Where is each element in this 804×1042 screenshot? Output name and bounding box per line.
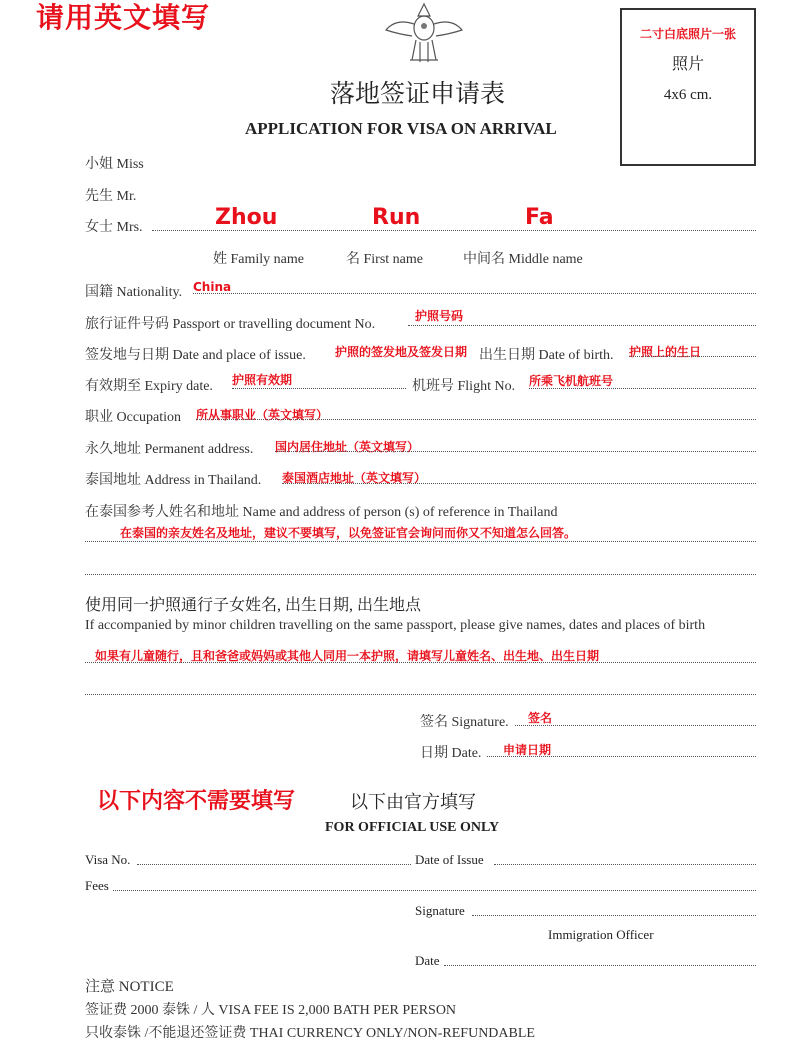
- passport-value[interactable]: 护照号码: [415, 309, 464, 323]
- official-signature-label: Signature: [415, 903, 465, 918]
- official-title-cn: 以下由官方填写: [350, 792, 476, 812]
- fill-in-english-banner: 请用英文填写: [36, 1, 211, 34]
- garuda-emblem-icon: [382, 0, 466, 66]
- official-date-label: Date: [415, 953, 440, 968]
- salutation-mrs[interactable]: 女士 Mrs.: [85, 220, 143, 235]
- nationality-label: 国籍 Nationality.: [85, 285, 183, 300]
- first-name-value[interactable]: Run: [372, 205, 421, 230]
- salutation-miss[interactable]: 小姐 Miss: [85, 157, 144, 172]
- children-label-cn: 使用同一护照通行子女姓名, 出生日期, 出生地点: [85, 597, 422, 614]
- no-fill-note: 以下内容不需要填写: [97, 789, 296, 814]
- birth-value[interactable]: 护照上的生日: [629, 345, 702, 359]
- flight-value[interactable]: 所乘飞机航班号: [529, 374, 614, 388]
- birth-label: 出生日期 Date of birth.: [479, 348, 614, 363]
- first-name-label: 名 First name: [346, 252, 423, 267]
- occupation-label: 职业 Occupation: [85, 410, 182, 425]
- official-title-en: FOR OFFICIAL USE ONLY: [325, 820, 500, 835]
- middle-name-value[interactable]: Fa: [525, 205, 554, 230]
- photo-title: 照片: [671, 56, 704, 73]
- signature-value[interactable]: 签名: [528, 711, 553, 725]
- fees-label: Fees: [85, 878, 109, 893]
- date-value[interactable]: 申请日期: [503, 743, 552, 757]
- date-of-issue-label: Date of Issue: [415, 852, 484, 867]
- salutation-mr[interactable]: 先生 Mr.: [85, 189, 137, 204]
- photo-note: 二寸白底照片一张: [639, 27, 736, 41]
- thai-address-value[interactable]: 泰国酒店地址（英文填写）: [282, 471, 427, 485]
- family-name-value[interactable]: Zhou: [215, 205, 278, 230]
- permanent-address-value[interactable]: 国内居住地址（英文填写）: [275, 440, 420, 454]
- occupation-value[interactable]: 所从事职业（英文填写）: [196, 408, 329, 422]
- immigration-officer-label: Immigration Officer: [548, 927, 654, 942]
- notice-title: 注意 NOTICE: [85, 979, 174, 995]
- date-label: 日期 Date.: [420, 746, 482, 761]
- expiry-label: 有效期至 Expiry date.: [85, 379, 213, 394]
- notice-line-2: 只收泰铢 /不能退还签证费 THAI CURRENCY ONLY/NON-REFUNDABLE: [85, 1026, 535, 1041]
- middle-name-label: 中间名 Middle name: [463, 252, 583, 267]
- reference-value[interactable]: 在泰国的亲友姓名及地址，建议不要填写，以免签证官会询问而你又不知道怎么回答。: [120, 526, 577, 540]
- photo-box[interactable]: [620, 8, 756, 166]
- passport-label: 旅行证件号码 Passport or travelling document No.: [85, 317, 376, 332]
- signature-label: 签名 Signature.: [420, 715, 509, 730]
- children-label-en: If accompanied by minor children travelling on the same passport, please give names, dates and places of birth: [85, 618, 706, 633]
- reference-label: 在泰国参考人姓名和地址 Name and address of person (s) of reference in Thailand: [85, 505, 558, 520]
- flight-label: 机班号 Flight No.: [412, 379, 516, 394]
- expiry-value[interactable]: 护照有效期: [232, 373, 293, 387]
- thai-address-label: 泰国地址 Address in Thailand.: [85, 473, 262, 488]
- photo-size: 4x6 cm.: [663, 87, 713, 103]
- title-cn: 落地签证申请表: [330, 81, 506, 108]
- children-value[interactable]: 如果有儿童随行，且和爸爸或妈妈或其他人同用一本护照，请填写儿童姓名、出生地、出生日期: [95, 649, 600, 663]
- issue-value[interactable]: 护照的签发地及签发日期: [335, 345, 468, 359]
- title-en: APPLICATION FOR VISA ON ARRIVAL: [245, 119, 557, 138]
- notice-line-1: 签证费 2000 泰铢 / 人 VISA FEE IS 2,000 BATH PER PERSON: [85, 1003, 457, 1018]
- nationality-value[interactable]: China: [193, 280, 232, 294]
- permanent-address-label: 永久地址 Permanent address.: [85, 442, 254, 457]
- visa-no-label: Visa No.: [85, 852, 131, 867]
- family-name-label: 姓 Family name: [213, 252, 304, 267]
- issue-label: 签发地与日期 Date and place of issue.: [85, 348, 306, 363]
